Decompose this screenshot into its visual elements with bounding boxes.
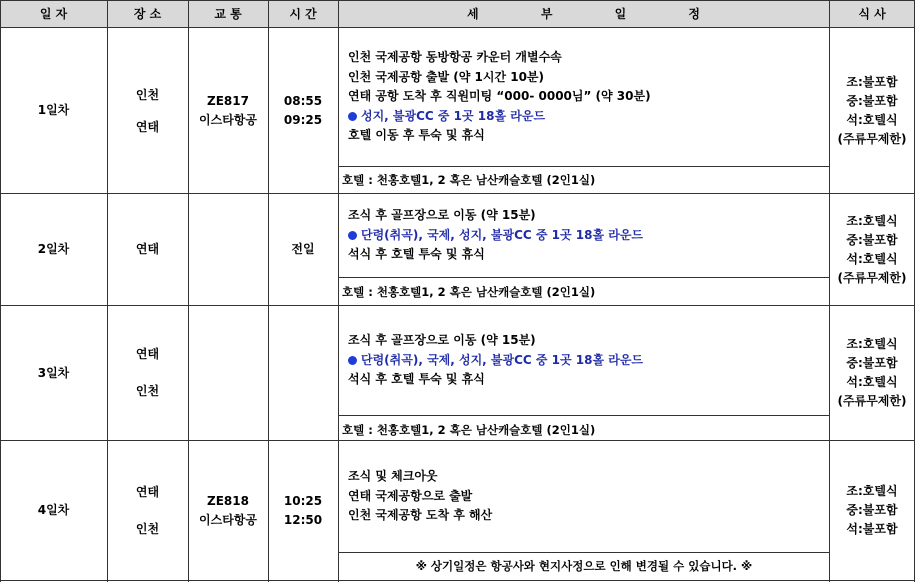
detail-line: 석식 후 호텔 투숙 및 휴식 bbox=[348, 247, 485, 261]
meal-text: 조:불포함 bbox=[846, 74, 898, 89]
meal-text: 조:호텔식 bbox=[846, 484, 898, 498]
col-line bbox=[338, 0, 339, 582]
day-label bbox=[0, 441, 107, 580]
meal-text: 석:호텔식 bbox=[846, 112, 898, 127]
place-text: 연태 bbox=[135, 484, 160, 499]
detail-line: 석식 후 호텔 투숙 및 휴식 bbox=[348, 372, 485, 386]
hotel-info: 호텔 : 천홍호텔1, 2 혹은 남산캐슬호텔 (2인1실) bbox=[342, 173, 596, 187]
bullet-icon bbox=[348, 356, 357, 365]
header-details bbox=[338, 0, 829, 28]
meal-cell bbox=[829, 441, 915, 580]
day-label bbox=[0, 194, 107, 305]
time-cell bbox=[268, 194, 338, 305]
note-line bbox=[338, 552, 829, 553]
meal-text: 중:불포함 bbox=[846, 503, 898, 517]
time-cell bbox=[268, 441, 338, 580]
time-text: 08:55 bbox=[283, 93, 323, 108]
place-cell bbox=[107, 441, 188, 580]
place-cell bbox=[107, 28, 188, 193]
meal-text: 중:불포함 bbox=[846, 93, 898, 108]
hotel-info: 호텔 : 천홍호텔1, 2 혹은 남산캐슬호텔 (2인1실) bbox=[342, 285, 596, 299]
detail-text: 성지, 불광CC 중 1곳 18홀 라운드 bbox=[361, 108, 546, 123]
detail-cell bbox=[348, 467, 492, 526]
meal-text: 조:호텔식 bbox=[846, 213, 898, 228]
meal-text: 중:불포함 bbox=[846, 356, 898, 370]
detail-text: 단령(취곡), 국제, 성지, 불광CC 중 1곳 18홀 라운드 bbox=[361, 227, 644, 242]
place-text: 인천 bbox=[135, 521, 160, 536]
header-day: 일 자 bbox=[0, 0, 107, 28]
golf-round-line bbox=[348, 226, 643, 246]
hotel-line bbox=[338, 277, 829, 278]
row-line bbox=[0, 0, 915, 1]
hotel-line bbox=[338, 415, 829, 416]
hotel-line bbox=[338, 166, 829, 167]
schedule-change-note: ※ 상기일정은 항공사와 현지사정으로 인해 변경될 수 있습니다. ※ bbox=[415, 559, 753, 573]
day-label bbox=[0, 28, 107, 193]
meal-text: 석:불포함 bbox=[846, 522, 898, 536]
transport-cell bbox=[188, 28, 268, 193]
meal-text: 중:불포함 bbox=[846, 232, 898, 247]
detail-line: 조식 후 골프장으로 이동 (약 15분) bbox=[348, 333, 536, 347]
place-text: 인천 bbox=[135, 87, 160, 102]
detail-line: 조식 후 골프장으로 이동 (약 15분) bbox=[348, 208, 536, 222]
meal-cell bbox=[829, 306, 915, 440]
place-text: 연태 bbox=[135, 242, 160, 256]
header-details-text: 세 부 일 정 bbox=[467, 7, 700, 21]
day-text: 2일차 bbox=[37, 242, 70, 256]
header-meals: 식 사 bbox=[829, 0, 915, 28]
detail-line: 연태 국제공항으로 출발 bbox=[348, 488, 473, 503]
day-text: 4일차 bbox=[37, 503, 70, 517]
meal-text: 석:호텔식 bbox=[846, 251, 898, 266]
detail-line: 인천 국제공항 도착 후 해산 bbox=[348, 508, 493, 522]
detail-line: 호텔 이동 후 투숙 및 휴식 bbox=[348, 128, 485, 142]
meal-text: 석:호텔식 bbox=[846, 375, 898, 389]
day-label bbox=[0, 306, 107, 440]
time-text: 12:50 bbox=[283, 512, 323, 527]
detail-cell bbox=[348, 48, 651, 146]
meal-text: (주류무제한) bbox=[837, 131, 907, 146]
header-place: 장 소 bbox=[107, 0, 188, 28]
flight-number: ZE817 bbox=[207, 93, 249, 108]
place-text: 연태 bbox=[135, 347, 160, 361]
detail-text: 단령(취곡), 국제, 성지, 불광CC 중 1곳 18홀 라운드 bbox=[361, 352, 644, 367]
row-line bbox=[0, 580, 915, 581]
header-time: 시 간 bbox=[268, 0, 338, 28]
hotel-info: 호텔 : 천홍호텔1, 2 혹은 남산캐슬호텔 (2인1실) bbox=[342, 423, 596, 437]
meal-text: (주류무제한) bbox=[837, 270, 907, 285]
place-cell bbox=[107, 194, 188, 305]
bullet-icon bbox=[348, 231, 357, 240]
detail-cell bbox=[348, 206, 643, 265]
time-text: 09:25 bbox=[283, 112, 323, 127]
detail-line: 인천 국제공항 동방항공 카운터 개별수속 bbox=[348, 50, 562, 64]
time-text: 전일 bbox=[291, 242, 315, 256]
place-text: 인천 bbox=[135, 384, 160, 398]
place-text: 연태 bbox=[135, 119, 160, 134]
day-text: 1일차 bbox=[37, 103, 70, 117]
place-cell bbox=[107, 306, 188, 440]
bullet-icon bbox=[348, 112, 357, 121]
meal-cell bbox=[829, 194, 915, 305]
day-text: 3일차 bbox=[37, 365, 70, 380]
golf-round-line bbox=[348, 351, 643, 371]
detail-line: 조식 및 체크아웃 bbox=[348, 469, 438, 483]
golf-round-line bbox=[348, 107, 651, 127]
airline-name: 이스타항공 bbox=[199, 512, 257, 527]
detail-line: 연태 공항 도착 후 직원미팅 “000- 0000님” (약 30분) bbox=[348, 89, 651, 103]
flight-number: ZE818 bbox=[207, 493, 249, 508]
time-cell bbox=[268, 28, 338, 193]
header-transport: 교 통 bbox=[188, 0, 268, 28]
airline-name: 이스타항공 bbox=[199, 112, 257, 127]
meal-cell bbox=[829, 28, 915, 193]
transport-cell bbox=[188, 441, 268, 580]
meal-text: 조:호텔식 bbox=[846, 337, 898, 351]
time-text: 10:25 bbox=[283, 493, 323, 508]
meal-text: (주류무제한) bbox=[837, 394, 907, 408]
detail-cell bbox=[348, 331, 643, 390]
detail-line: 인천 국제공항 출발 (약 1시간 10분) bbox=[348, 69, 545, 84]
